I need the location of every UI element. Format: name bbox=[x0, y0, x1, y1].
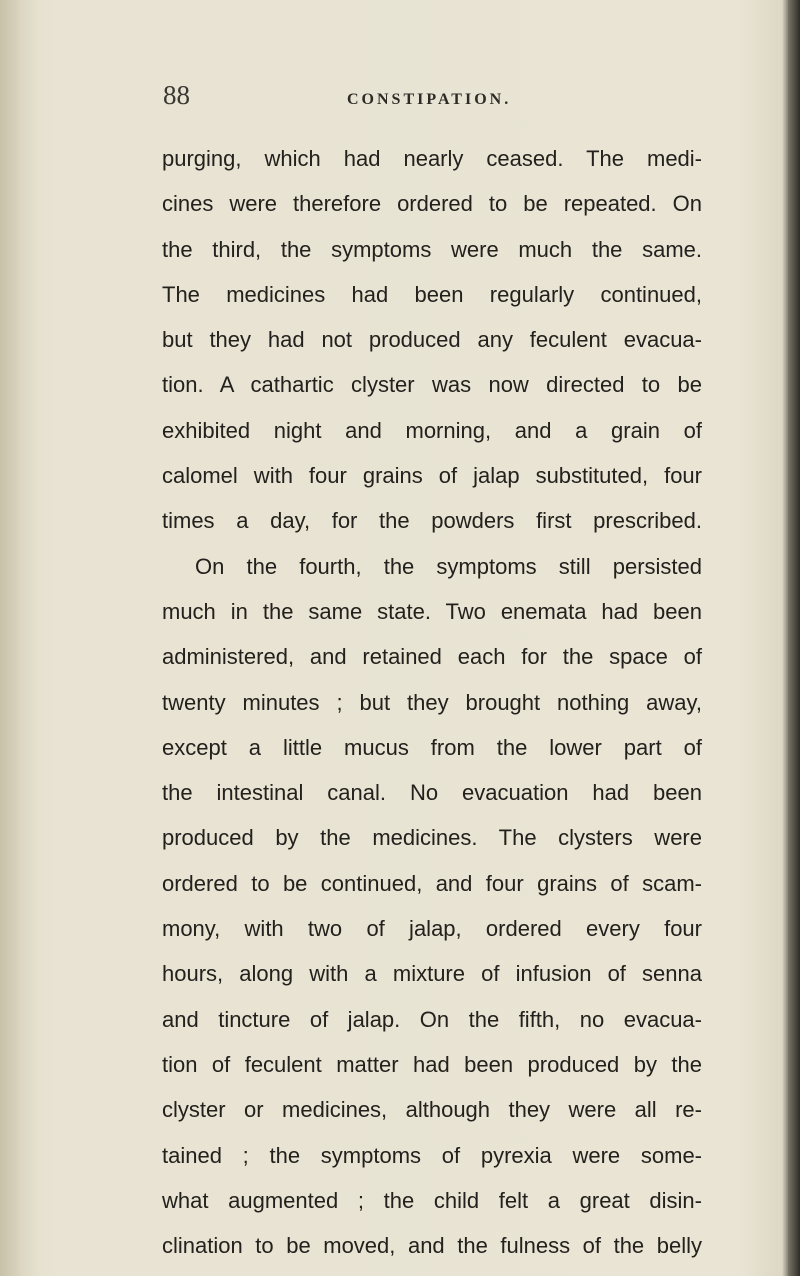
text-line: clyster or medicines, although they were all re- bbox=[162, 1097, 702, 1123]
text-line: exhibited night and morning, and a grain of bbox=[162, 417, 702, 443]
text-line: the third, the symptoms were much the same. bbox=[162, 236, 702, 262]
text-line: but they had not produced any feculent evacua- bbox=[162, 327, 702, 353]
text-line: clination to be moved, and the fulness of the belly bbox=[162, 1233, 702, 1259]
text-line: and tincture of jalap. On the fifth, no evacua- bbox=[162, 1006, 702, 1032]
running-title: CONSTIPATION. bbox=[347, 91, 512, 108]
text-line: tained ; the symptoms of pyrexia were some- bbox=[162, 1142, 702, 1168]
page-number: 88 bbox=[163, 80, 190, 110]
text-line: tion of feculent matter had been produced by the bbox=[162, 1051, 702, 1077]
text-line: hours, along with a mixture of infusion of senna bbox=[162, 961, 702, 987]
text-line: administered, and retained each for the space of bbox=[162, 644, 702, 670]
paragraph-first-line: On the fourth, the symptoms still persisted bbox=[195, 553, 702, 579]
text-line: twenty minutes ; but they brought nothing away, bbox=[162, 689, 702, 715]
text-line: tion. A cathartic clyster was now directed to be bbox=[162, 372, 702, 398]
page-gutter-shadow bbox=[0, 0, 40, 1276]
text-line: much in the same state. Two enemata had been bbox=[162, 598, 702, 624]
body-text bbox=[162, 136, 702, 1268]
text-line: The medicines had been regularly continued, bbox=[162, 281, 702, 307]
text-line: ordered to be continued, and four grains of scam- bbox=[162, 870, 702, 896]
text-line: produced by the medicines. The clysters were bbox=[162, 825, 702, 851]
text-line: cines were therefore ordered to be repeated. On bbox=[162, 191, 702, 217]
text-line: purging, which had nearly ceased. The medi- bbox=[162, 146, 702, 171]
text-line: what augmented ; the child felt a great disin- bbox=[162, 1187, 702, 1213]
text-line: the intestinal canal. No evacuation had been bbox=[162, 780, 702, 806]
text-line: calomel with four grains of jalap substituted, four bbox=[162, 463, 702, 489]
text-line: mony, with two of jalap, ordered every four bbox=[162, 916, 702, 942]
text-line: times a day, for the powders first prescribed. bbox=[162, 508, 702, 534]
text-line: except a little mucus from the lower part of bbox=[162, 734, 702, 760]
page-edge bbox=[788, 0, 800, 1276]
